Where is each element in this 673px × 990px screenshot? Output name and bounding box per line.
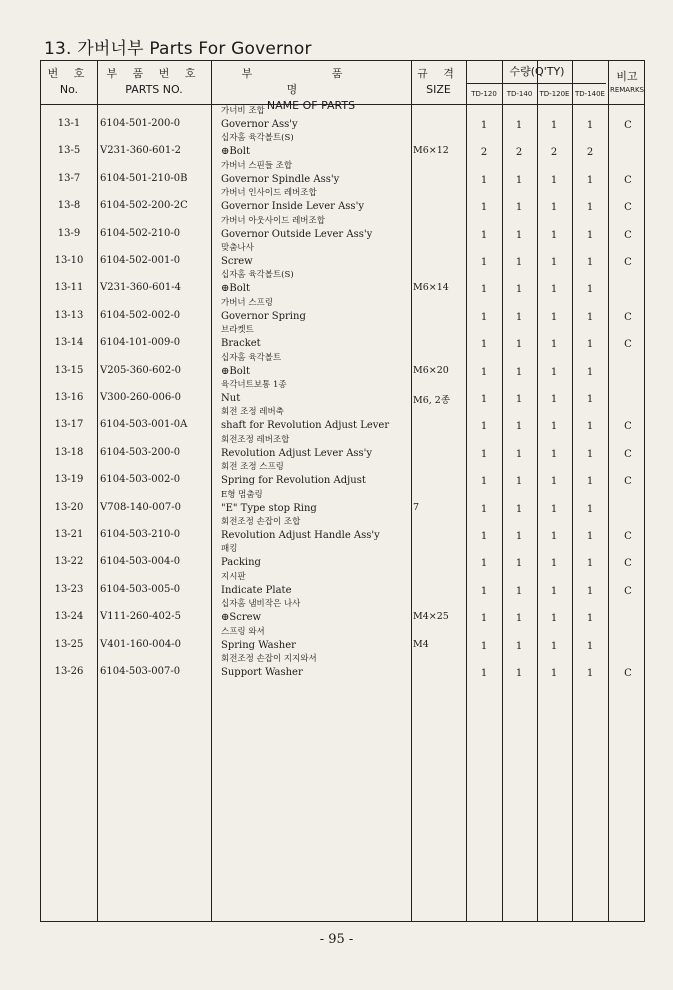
part-name [221,461,411,487]
qty-value: 1 [586,174,594,186]
qty-value: 1 [480,640,488,652]
part-name-ko: 가버너 인사이드 레버조합 [221,188,317,199]
qty-value: 1 [515,503,523,515]
part-name-en: Support Washer [221,667,303,678]
qty-value: 1 [550,503,558,515]
page-title: 13. 가버너부 Parts For Governor [44,39,312,59]
part-name-ko: 가버너 스핀들 조합 [221,160,293,171]
header-model: TD-140E [575,90,605,98]
size: M6×20 [413,364,449,376]
remarks: C [624,421,632,433]
qty-value: 1 [586,421,594,433]
part-name-ko: 스프링 와셔 [221,626,265,637]
part-name [221,406,411,432]
parts-no: V401-160-004-0 [100,638,181,650]
qty-value: 1 [480,174,488,186]
header-size: 규 격 SIZE [417,67,460,96]
parts-no: 6104-502-200-2C [100,200,188,212]
qty-value: 1 [515,585,523,597]
qty-value: 1 [515,558,523,570]
parts-no: V231-360-601-2 [100,145,181,157]
qty-value: 1 [550,366,558,378]
parts-no: V231-360-601-4 [100,282,181,294]
parts-no: 6104-503-005-0 [100,583,181,595]
qty-value: 1 [480,503,488,515]
item-no: 13-24 [54,611,84,623]
part-name-en: Bracket [221,338,261,350]
page-number: - 95 - [319,932,354,947]
qty-value: 1 [586,585,594,597]
item-no: 13-23 [54,583,84,595]
part-name-ko: 가버너 아웃사이드 레버조합 [221,215,325,226]
item-no: 13-8 [57,200,81,212]
qty-value: 1 [550,284,558,296]
qty-value: 1 [550,421,558,433]
part-name [221,269,411,295]
remarks: C [624,339,632,351]
item-no: 13-18 [54,446,84,458]
qty-value: 1 [515,257,523,268]
header-no: 번 호 No. [47,67,91,96]
item-no: 13-21 [54,529,84,540]
qty-value: 1 [586,476,594,488]
qty-value: 1 [586,640,594,652]
parts-no: 6104-503-007-0 [100,666,181,677]
parts-no: 6104-101-009-0 [100,337,181,349]
header-model: TD-120E [539,90,570,98]
part-name-ko: 패킹 [221,544,238,555]
qty-value: 1 [586,613,594,625]
qty-value: 1 [515,448,523,460]
parts-no: 6104-502-001-0 [100,255,181,266]
part-name [221,543,411,569]
item-no: 13-1 [57,118,81,129]
qty-value: 1 [550,613,558,625]
qty-value: 2 [515,147,523,159]
qty-value: 1 [515,421,523,433]
part-name-ko: 맞춤나사 [221,243,254,253]
qty-value: 1 [480,257,488,268]
remarks: C [624,311,632,323]
item-no: 13-17 [54,419,84,431]
qty-value: 1 [586,339,594,351]
qty-value: 1 [550,174,558,186]
item-no: 13-19 [54,474,84,486]
qty-value: 1 [515,284,523,296]
qty-value: 1 [586,257,594,268]
qty-value: 1 [550,229,558,241]
part-name [221,297,411,323]
part-name-ko: 십자홈 냄비작은 나사 [221,599,301,610]
part-name [221,105,411,131]
header-model: TD-140 [506,90,533,98]
part-name-ko: 브라켓트 [221,325,254,336]
header-model: TD-120 [471,90,497,98]
qty-value: 1 [550,120,558,131]
part-name-ko: 회전 조정 스프링 [221,462,284,473]
part-name [221,187,411,213]
parts-table [40,60,645,922]
item-no: 13-10 [54,255,84,266]
item-no: 13-5 [57,145,81,157]
qty-value: 1 [586,394,594,405]
item-no: 13-25 [54,638,84,650]
item-no: 13-22 [54,556,84,568]
remarks: C [624,202,632,214]
qty-value: 1 [480,120,488,131]
parts-no: 6104-501-210-0B [100,172,188,184]
qty-value: 1 [515,339,523,351]
qty-value: 2 [550,147,558,159]
qty-value: 1 [480,476,488,488]
part-name [221,352,411,378]
part-name [221,324,411,350]
part-name-en: ⊕Screw [221,612,262,624]
qty-value: 1 [550,448,558,460]
part-name-en: Governor Outside Lever Ass'y [221,228,373,240]
part-name-ko: 회전조정 레버조합 [221,434,290,445]
qty-value: 1 [550,640,558,652]
part-name [221,434,411,460]
qty-value: 1 [515,174,523,186]
part-name [221,516,411,542]
remarks: C [624,174,632,186]
qty-value: 1 [550,257,558,268]
qty-value: 1 [586,668,594,679]
part-name [221,489,411,515]
part-name [221,626,411,652]
part-name-ko: 가너비 조합 [221,106,265,116]
part-name-ko: 십자홈 육각볼트 [221,352,282,363]
item-no: 13-15 [54,364,84,376]
parts-no: 6104-503-200-0 [100,446,181,458]
part-name-en: Screw [221,256,253,267]
part-name [221,242,411,268]
qty-value: 1 [550,531,558,542]
qty-value: 1 [480,366,488,378]
header-name: 부 품 명 NAME OF PARTS [241,67,381,112]
qty-value: 1 [550,339,558,351]
qty-value: 1 [480,421,488,433]
size: M4 [413,638,429,650]
qty-value: 1 [515,668,523,679]
qty-value: 1 [515,613,523,625]
part-name-en: shaft for Revolution Adjust Lever [221,420,390,432]
qty-value: 1 [515,366,523,378]
header-remarks: 비고 REMARKS [609,70,644,94]
qty-value: 1 [586,448,594,460]
qty-value: 1 [550,585,558,597]
part-name [221,598,411,624]
qty-value: 1 [515,311,523,323]
qty-value: 1 [586,366,594,378]
part-name-ko: 회전조정 손잡이 조합 [221,517,301,527]
part-name-ko: 가버너 스프링 [221,297,273,308]
part-name [221,160,411,186]
item-no: 13-26 [54,666,84,677]
qty-value: 1 [550,202,558,214]
qty-value: 1 [480,531,488,542]
qty-value: 1 [586,284,594,296]
parts-no: 6104-502-002-0 [100,309,181,321]
item-no: 13-20 [54,501,84,513]
item-no: 13-13 [54,309,84,321]
size: M6×12 [413,145,449,157]
parts-no: V300-260-006-0 [100,392,181,403]
qty-value: 1 [480,613,488,625]
qty-value: 1 [515,531,523,542]
qty-value: 1 [550,668,558,679]
part-name-en: Indicate Plate [221,584,292,596]
part-name-en: Governor Ass'y [221,119,298,130]
part-name [221,571,411,597]
part-name-en: Packing [221,557,261,569]
qty-value: 1 [550,476,558,488]
item-no: 13-16 [54,392,84,403]
qty-value: 1 [550,311,558,323]
qty-value: 1 [480,339,488,351]
part-name-ko: 회전조정 손잡이 지지와셔 [221,654,317,664]
parts-no: V708-140-007-0 [100,501,181,513]
part-name-en: Governor Spindle Ass'y [221,173,340,185]
qty-value: 1 [550,394,558,405]
header-parts-no: 부 품 번 호 PARTS NO. [106,67,202,96]
parts-no: 6104-502-210-0 [100,227,181,239]
part-name-ko: 십자홈 육각볼트(S) [221,270,294,281]
qty-value: 1 [586,531,594,542]
part-name-en: ⊕Bolt [221,283,250,295]
size: M4×25 [413,611,449,623]
item-no: 13-7 [57,172,81,184]
parts-no: 6104-503-002-0 [100,474,181,486]
parts-no: 6104-503-210-0 [100,529,181,540]
size: 7 [413,501,420,513]
part-name [221,379,411,405]
qty-value: 1 [515,476,523,488]
part-name-ko: 육각너트보통 1종 [221,380,287,390]
qty-value: 1 [480,558,488,570]
part-name-en: Spring for Revolution Adjust [221,475,366,487]
part-name [221,653,411,679]
part-name-en: Revolution Adjust Lever Ass'y [221,447,373,459]
size: M6×14 [413,282,449,294]
parts-no: 6104-503-001-0A [100,419,188,431]
qty-value: 1 [480,284,488,296]
parts-no: 6104-501-200-0 [100,118,181,129]
qty-value: 1 [550,558,558,570]
remarks: C [624,558,632,570]
part-name-en: ⊕Bolt [221,365,250,377]
qty-value: 1 [480,229,488,241]
qty-value: 1 [586,311,594,323]
remarks: C [624,448,632,460]
table-row [41,654,644,690]
part-name-ko: 십자홈 육각볼트(S) [221,133,294,144]
remarks: C [624,257,632,268]
remarks: C [624,229,632,241]
qty-value: 1 [586,503,594,515]
part-name-en: Governor Inside Lever Ass'y [221,201,364,213]
part-name-ko: 회전 조정 레버축 [221,407,284,418]
parts-no: 6104-503-004-0 [100,556,181,568]
part-name-en: Spring Washer [221,639,296,651]
part-name [221,215,411,241]
qty-value: 1 [586,558,594,570]
parts-no: V111-260-402-5 [100,611,181,623]
remarks: C [624,120,632,131]
qty-value: 1 [515,640,523,652]
remarks: C [624,476,632,488]
qty-value: 2 [586,147,594,159]
part-name [221,132,411,158]
item-no: 13-14 [54,337,84,349]
qty-value: 1 [480,585,488,597]
part-name-ko: E형 멈춤링 [221,489,263,500]
part-name-en: Revolution Adjust Handle Ass'y [221,530,380,541]
qty-value: 1 [586,229,594,241]
part-name-en: Governor Spring [221,310,306,322]
qty-value: 1 [515,229,523,241]
qty-value: 2 [480,147,488,159]
qty-value: 1 [480,668,488,679]
remarks: C [624,668,632,679]
part-name-ko: 지시판 [221,571,246,582]
size: M6, 2종 [413,395,451,406]
parts-no: V205-360-602-0 [100,364,181,376]
qty-value: 1 [515,120,523,131]
qty-value: 1 [480,448,488,460]
qty-value: 1 [480,311,488,323]
part-name-en: Nut [221,393,241,404]
remarks: C [624,585,632,597]
item-no: 13-9 [57,227,81,239]
header-qty: 수량(Q'TY) [509,65,565,78]
part-name-en: ⊕Bolt [221,146,250,158]
qty-value: 1 [480,202,488,214]
item-no: 13-11 [54,282,84,294]
qty-value: 1 [586,120,594,131]
qty-value: 1 [515,394,523,405]
qty-value: 1 [586,202,594,214]
part-name-en: "E" Type stop Ring [221,502,317,514]
qty-value: 1 [515,202,523,214]
remarks: C [624,531,632,542]
qty-value: 1 [480,394,488,405]
